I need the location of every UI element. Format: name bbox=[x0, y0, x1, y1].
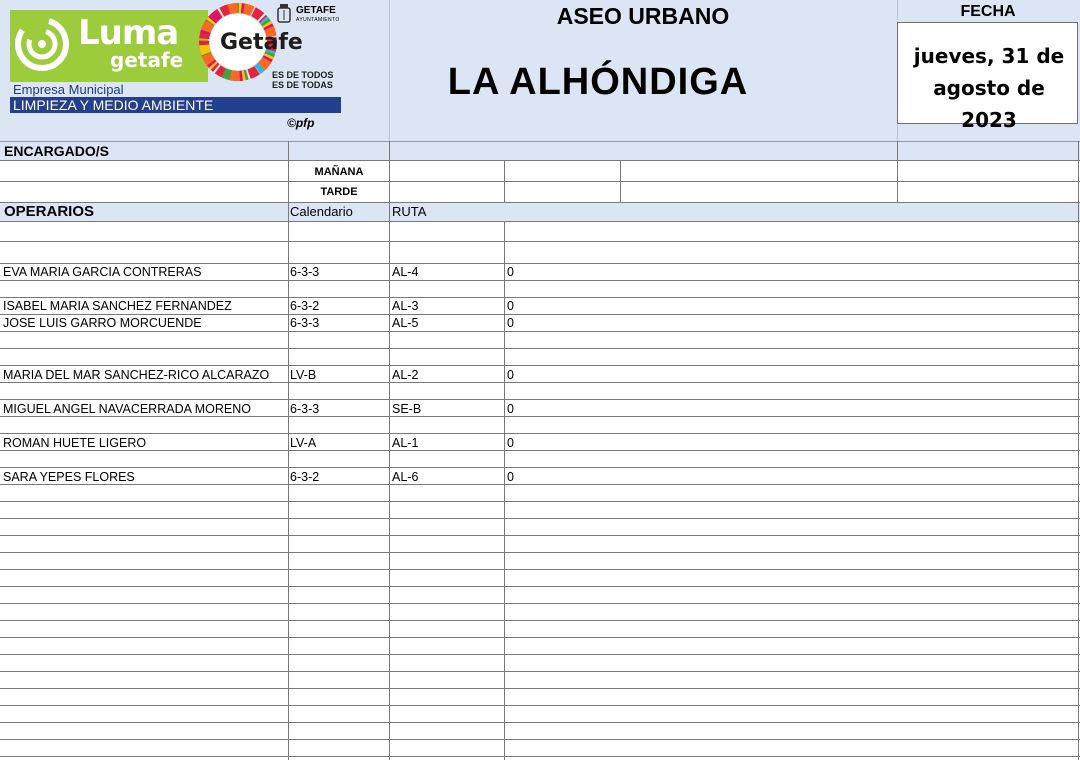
fecha-line: agosto de 2023 bbox=[933, 76, 1045, 132]
grid-col-line bbox=[897, 141, 898, 202]
operario-calendario: 6-3-2 bbox=[290, 299, 320, 313]
grid-col-line bbox=[1078, 141, 1079, 760]
operario-valor: 0 bbox=[507, 402, 514, 416]
grid-row-line bbox=[0, 467, 1080, 468]
operario-calendario: 6-3-3 bbox=[290, 265, 320, 279]
operario-ruta: AL-3 bbox=[392, 299, 419, 313]
operario-valor: 0 bbox=[507, 299, 514, 313]
grid-row-line bbox=[0, 739, 1080, 740]
grid-row-line bbox=[0, 202, 1080, 203]
fecha-label: FECHA bbox=[960, 3, 1016, 20]
grid-row-line bbox=[0, 518, 1080, 519]
grid-row-line bbox=[0, 501, 1080, 502]
luma-swirl-icon bbox=[12, 14, 72, 74]
operario-valor: 0 bbox=[507, 316, 514, 330]
operario-valor: 0 bbox=[507, 470, 514, 484]
operario-valor: 0 bbox=[507, 368, 514, 382]
operario-nombre: EVA MARIA GARCIA CONTRERAS bbox=[3, 265, 202, 279]
grid-row-line bbox=[0, 450, 1080, 451]
turno-tarde-label: TARDE bbox=[320, 186, 358, 198]
grid-col-line bbox=[620, 160, 621, 202]
grid-col-line bbox=[504, 160, 505, 202]
area-label: LIMPIEZA Y MEDIO AMBIENTE bbox=[13, 97, 214, 113]
copyright-mark: ©pfp bbox=[287, 116, 315, 130]
encargados-band bbox=[0, 142, 1080, 160]
operario-nombre: MARIA DEL MAR SANCHEZ-RICO ALCARAZO bbox=[3, 368, 270, 382]
operarios-label: OPERARIOS bbox=[4, 203, 95, 220]
ayuntamiento-name: GETAFE bbox=[296, 5, 336, 16]
grid-col-line bbox=[504, 221, 505, 760]
grid-row-line bbox=[0, 181, 1080, 182]
operarios-band bbox=[0, 203, 1080, 221]
grid-row-line bbox=[0, 756, 1080, 757]
turno-manana-label: MAÑANA bbox=[314, 166, 364, 178]
operario-valor: 0 bbox=[507, 436, 514, 450]
grid-col-line bbox=[389, 141, 390, 760]
operario-calendario: LV-B bbox=[290, 368, 317, 382]
operario-ruta: AL-4 bbox=[392, 265, 419, 279]
ayuntamiento-subtitle: AYUNTAMIENTO bbox=[296, 17, 340, 23]
fecha-line: jueves, 31 de bbox=[913, 44, 1065, 68]
grid-row-line bbox=[0, 569, 1080, 570]
operario-calendario: LV-A bbox=[290, 436, 317, 450]
operario-ruta: AL-5 bbox=[392, 316, 419, 330]
operario-calendario: 6-3-2 bbox=[290, 470, 320, 484]
operario-ruta: AL-1 bbox=[392, 436, 419, 450]
operario-valor: 0 bbox=[507, 265, 514, 279]
grid-row-line bbox=[0, 654, 1080, 655]
slogan-line: ES DE TODOS bbox=[272, 70, 334, 80]
grid-row-line bbox=[0, 535, 1080, 536]
operario-nombre: SARA YEPES FLORES bbox=[3, 470, 135, 484]
sheet-header bbox=[0, 0, 1080, 142]
operario-ruta: AL-6 bbox=[392, 470, 419, 484]
operario-nombre: ROMAN HUETE LIGERO bbox=[3, 436, 147, 450]
centro-title: LA ALHÓNDIGA bbox=[447, 61, 749, 103]
operario-ruta: SE-B bbox=[392, 402, 422, 416]
grid-row-line bbox=[0, 160, 1080, 161]
grid-row-line bbox=[0, 671, 1080, 672]
ruta-column-header: RUTA bbox=[392, 204, 427, 219]
getafe-logo-text: Getafe bbox=[220, 30, 303, 55]
operario-ruta: AL-2 bbox=[392, 368, 419, 382]
grid-row-line bbox=[0, 722, 1080, 723]
grid-row-line bbox=[0, 221, 1080, 222]
operario-nombre: ISABEL MARIA SANCHEZ FERNANDEZ bbox=[3, 299, 232, 313]
luma-logo-text: Luma bbox=[78, 13, 179, 53]
calendario-column-header: Calendario bbox=[290, 204, 353, 219]
operario-nombre: MIGUEL ANGEL NAVACERRADA MORENO bbox=[3, 402, 251, 416]
grid-row-line bbox=[0, 620, 1080, 621]
fecha-value bbox=[905, 40, 1073, 136]
grid-row-line bbox=[0, 705, 1080, 706]
grid-row-line bbox=[0, 637, 1080, 638]
grid-row-line bbox=[0, 241, 1080, 242]
service-title: ASEO URBANO bbox=[556, 3, 730, 29]
operario-calendario: 6-3-3 bbox=[290, 402, 320, 416]
slogan-line: ES DE TODAS bbox=[272, 80, 333, 90]
grid-row-line bbox=[0, 348, 1080, 349]
grid-row-line bbox=[0, 484, 1080, 485]
grid-row-line bbox=[0, 603, 1080, 604]
empresa-label: Empresa Municipal bbox=[13, 82, 124, 97]
coat-of-arms-icon bbox=[276, 4, 292, 26]
grid-row-line bbox=[0, 433, 1080, 434]
luma-logo-subtext: getafe bbox=[110, 48, 184, 72]
grid-row-line bbox=[0, 586, 1080, 587]
grid-row-line bbox=[0, 688, 1080, 689]
operario-calendario: 6-3-3 bbox=[290, 316, 320, 330]
getafe-slogan bbox=[272, 70, 333, 90]
grid-row-line bbox=[0, 552, 1080, 553]
operario-nombre: JOSE LUIS GARRO MORCUENDE bbox=[3, 316, 202, 330]
encargados-label: ENCARGADO/S bbox=[4, 143, 110, 159]
grid-col-line bbox=[288, 141, 289, 760]
